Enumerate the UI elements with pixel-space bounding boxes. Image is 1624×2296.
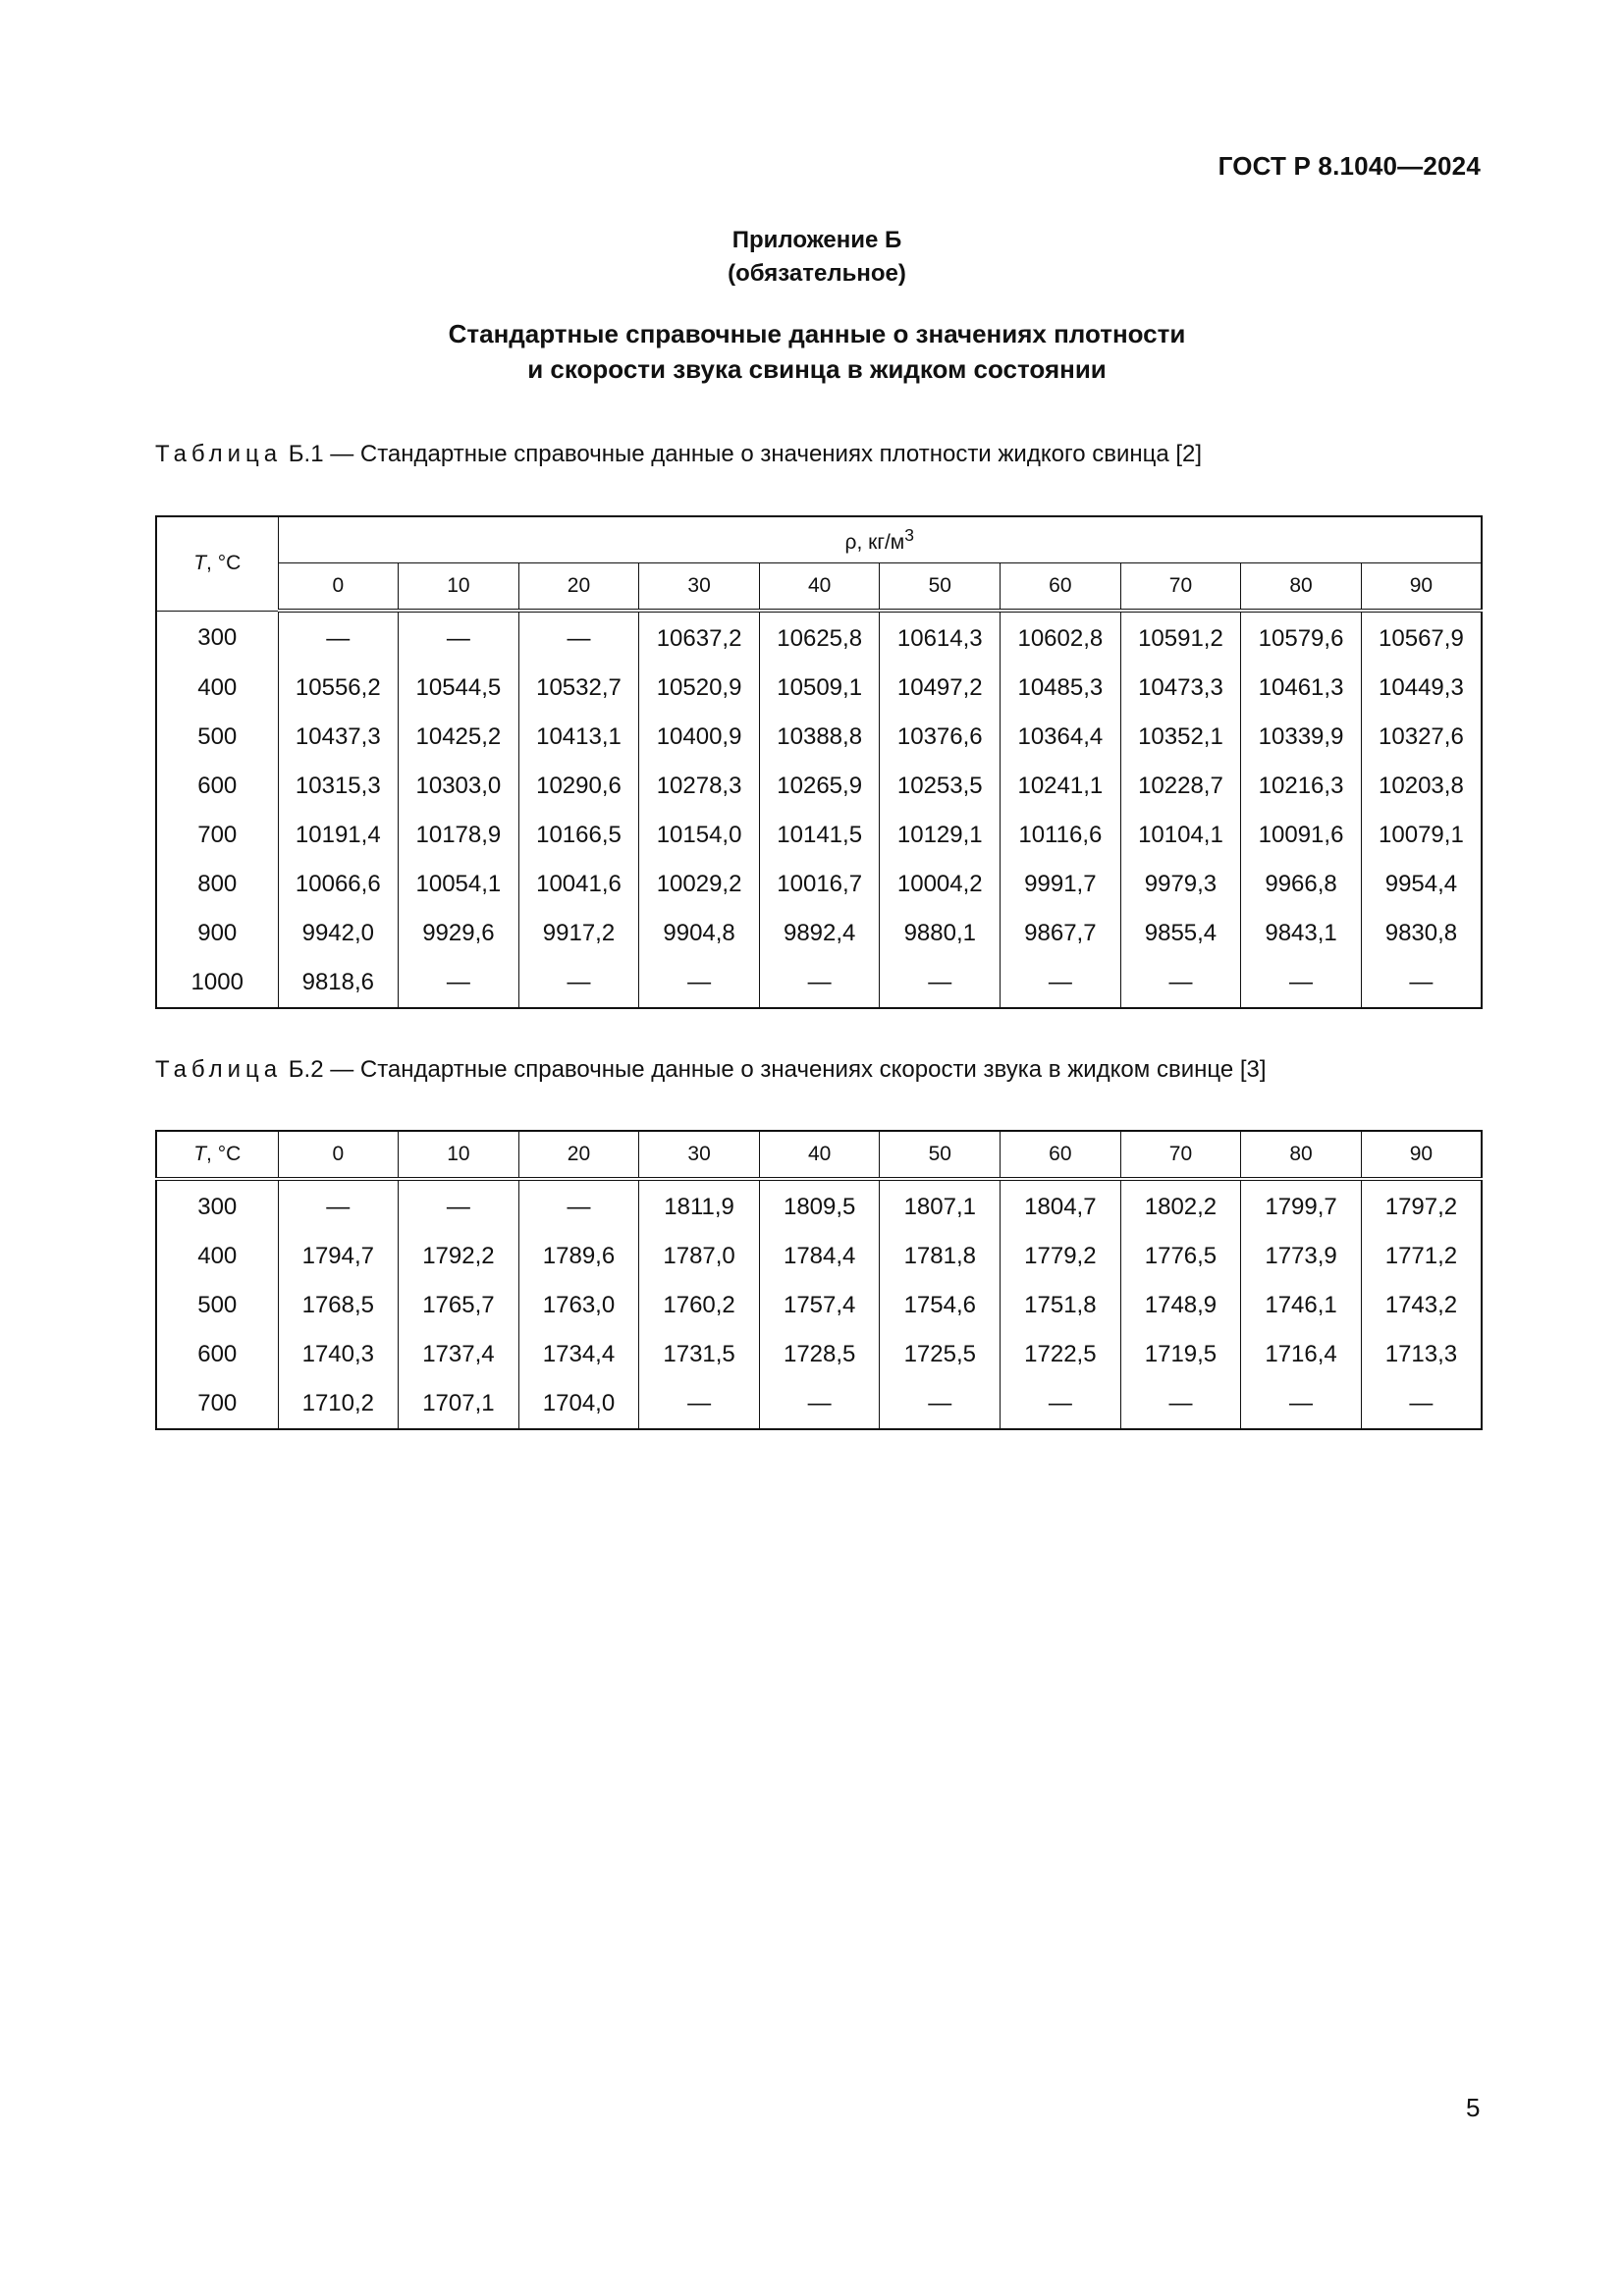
value-cell: —	[518, 611, 639, 664]
table2-caption-label: Таблица	[155, 1056, 283, 1083]
value-cell: —	[1120, 1379, 1241, 1429]
value-cell: 10591,2	[1120, 611, 1241, 664]
value-cell: 9818,6	[278, 958, 399, 1008]
temperature-cell: 300	[156, 1179, 278, 1232]
table1-caption-text: Б.1 — Стандартные справочные данные о значениях плотности жидкого свинца [2]	[282, 441, 1203, 467]
value-cell: —	[1001, 958, 1121, 1008]
value-cell: —	[639, 1379, 760, 1429]
value-cell: 1807,1	[880, 1179, 1001, 1232]
value-cell: 10278,3	[639, 762, 760, 811]
temperature-cell: 700	[156, 1379, 278, 1429]
value-cell: 9954,4	[1361, 860, 1482, 909]
table1-column-header: 50	[880, 563, 1001, 612]
value-cell: 1784,4	[759, 1232, 880, 1281]
value-cell: 10473,3	[1120, 664, 1241, 713]
value-cell: 1760,2	[639, 1281, 760, 1330]
table-row	[156, 860, 1482, 909]
value-cell: 10602,8	[1001, 611, 1121, 664]
value-cell: 9929,6	[399, 909, 519, 958]
value-cell: 1719,5	[1120, 1330, 1241, 1379]
value-cell: 10303,0	[399, 762, 519, 811]
value-cell: —	[518, 1179, 639, 1232]
value-cell: 1728,5	[759, 1330, 880, 1379]
value-cell: —	[1120, 958, 1241, 1008]
value-cell: 10315,3	[278, 762, 399, 811]
value-cell: —	[880, 1379, 1001, 1429]
value-cell: 10066,6	[278, 860, 399, 909]
temperature-cell: 300	[156, 611, 278, 664]
table1-density-group-header	[278, 516, 1482, 563]
table-row	[156, 1379, 1482, 1429]
table-row	[156, 762, 1482, 811]
table2-column-header: 0	[278, 1131, 399, 1179]
table1-body	[156, 611, 1482, 1008]
value-cell: 10191,4	[278, 811, 399, 860]
temperature-cell: 400	[156, 664, 278, 713]
value-cell: 10449,3	[1361, 664, 1482, 713]
table1-density-label: ρ, кг/м	[844, 531, 905, 554]
value-cell: 1765,7	[399, 1281, 519, 1330]
table-row	[156, 1330, 1482, 1379]
value-cell: 10054,1	[399, 860, 519, 909]
value-cell: 10509,1	[759, 664, 880, 713]
value-cell: 1768,5	[278, 1281, 399, 1330]
value-cell: 10241,1	[1001, 762, 1121, 811]
temperature-cell: 600	[156, 762, 278, 811]
table1-column-header: 20	[518, 563, 639, 612]
value-cell: 1757,4	[759, 1281, 880, 1330]
table2-column-header: 70	[1120, 1131, 1241, 1179]
value-cell: 1748,9	[1120, 1281, 1241, 1330]
value-cell: 10556,2	[278, 664, 399, 713]
value-cell: —	[759, 958, 880, 1008]
table2-column-header: 20	[518, 1131, 639, 1179]
table1-temperature-header	[156, 516, 278, 611]
table1-column-header: 0	[278, 563, 399, 612]
value-cell: 1716,4	[1241, 1330, 1362, 1379]
table2-temperature-unit: , °C	[206, 1143, 242, 1165]
value-cell: —	[639, 958, 760, 1008]
value-cell: —	[1361, 958, 1482, 1008]
value-cell: —	[1241, 1379, 1362, 1429]
value-cell: 1740,3	[278, 1330, 399, 1379]
value-cell: 1809,5	[759, 1179, 880, 1232]
table-row	[156, 958, 1482, 1008]
value-cell: 10154,0	[639, 811, 760, 860]
table1-temperature-symbol: T	[193, 552, 207, 575]
value-cell: 10041,6	[518, 860, 639, 909]
value-cell: 10129,1	[880, 811, 1001, 860]
value-cell: 9917,2	[518, 909, 639, 958]
table2-column-header: 80	[1241, 1131, 1362, 1179]
value-cell: 9867,7	[1001, 909, 1121, 958]
value-cell: 10532,7	[518, 664, 639, 713]
table-row	[156, 909, 1482, 958]
value-cell: 1763,0	[518, 1281, 639, 1330]
table1-density-exponent: 3	[904, 525, 914, 545]
table1-caption-label: Таблица	[155, 441, 283, 467]
value-cell: 1704,0	[518, 1379, 639, 1429]
value-cell: 9979,3	[1120, 860, 1241, 909]
temperature-cell: 900	[156, 909, 278, 958]
value-cell: 10352,1	[1120, 713, 1241, 762]
table2-column-header: 30	[639, 1131, 760, 1179]
table1-column-header: 80	[1241, 563, 1362, 612]
value-cell: 10413,1	[518, 713, 639, 762]
value-cell: 1773,9	[1241, 1232, 1362, 1281]
value-cell: 10029,2	[639, 860, 760, 909]
table1-column-header: 10	[399, 563, 519, 612]
value-cell: 1802,2	[1120, 1179, 1241, 1232]
value-cell: —	[399, 1179, 519, 1232]
value-cell: 10228,7	[1120, 762, 1241, 811]
value-cell: 1792,2	[399, 1232, 519, 1281]
value-cell: 10425,2	[399, 713, 519, 762]
page-number: 5	[1466, 2093, 1481, 2122]
value-cell: 10364,4	[1001, 713, 1121, 762]
table1-column-header: 70	[1120, 563, 1241, 612]
table1-temperature-unit: , °C	[206, 552, 242, 575]
value-cell: 9942,0	[278, 909, 399, 958]
value-cell: 1722,5	[1001, 1330, 1121, 1379]
value-cell: 10497,2	[880, 664, 1001, 713]
appendix-status: (обязательное)	[728, 260, 906, 287]
value-cell: 1713,3	[1361, 1330, 1482, 1379]
value-cell: 9966,8	[1241, 860, 1362, 909]
value-cell: 1794,7	[278, 1232, 399, 1281]
temperature-cell: 600	[156, 1330, 278, 1379]
table2-column-header: 10	[399, 1131, 519, 1179]
value-cell: 10520,9	[639, 664, 760, 713]
section-title-line2: и скорости звука свинца в жидком состоянии	[527, 354, 1107, 384]
value-cell: 10567,9	[1361, 611, 1482, 664]
table2-temperature-header	[156, 1131, 278, 1179]
value-cell: 1725,5	[880, 1330, 1001, 1379]
value-cell: —	[1361, 1379, 1482, 1429]
value-cell: 1751,8	[1001, 1281, 1121, 1330]
section-title	[0, 316, 1624, 387]
value-cell: 1811,9	[639, 1179, 760, 1232]
value-cell: 10400,9	[639, 713, 760, 762]
section-title-line1: Стандартные справочные данные о значениях плотности	[448, 319, 1186, 348]
value-cell: 10091,6	[1241, 811, 1362, 860]
value-cell: 10437,3	[278, 713, 399, 762]
value-cell: 1779,2	[1001, 1232, 1121, 1281]
table1-column-header: 60	[1001, 563, 1121, 612]
value-cell: —	[1241, 958, 1362, 1008]
table1-caption	[155, 440, 1202, 469]
value-cell: 9892,4	[759, 909, 880, 958]
temperature-cell: 800	[156, 860, 278, 909]
temperature-cell: 500	[156, 1281, 278, 1330]
temperature-cell: 1000	[156, 958, 278, 1008]
table2-column-header-row	[156, 1131, 1482, 1179]
value-cell: 10461,3	[1241, 664, 1362, 713]
table2-temperature-symbol: T	[193, 1143, 207, 1165]
sound-speed-table	[155, 1130, 1483, 1430]
value-cell: 10485,3	[1001, 664, 1121, 713]
table-row	[156, 664, 1482, 713]
table1-column-header: 40	[759, 563, 880, 612]
value-cell: 10104,1	[1120, 811, 1241, 860]
table-row	[156, 811, 1482, 860]
value-cell: 1799,7	[1241, 1179, 1362, 1232]
table2-column-header: 50	[880, 1131, 1001, 1179]
table1-column-header: 30	[639, 563, 760, 612]
table1-column-header: 90	[1361, 563, 1482, 612]
value-cell: 1743,2	[1361, 1281, 1482, 1330]
value-cell: 10178,9	[399, 811, 519, 860]
value-cell: —	[399, 958, 519, 1008]
value-cell: —	[1001, 1379, 1121, 1429]
value-cell: 10290,6	[518, 762, 639, 811]
value-cell: 1787,0	[639, 1232, 760, 1281]
document-number: ГОСТ Р 8.1040—2024	[1218, 151, 1481, 181]
value-cell: —	[278, 1179, 399, 1232]
value-cell: 10016,7	[759, 860, 880, 909]
value-cell: 1804,7	[1001, 1179, 1121, 1232]
table2-column-header: 60	[1001, 1131, 1121, 1179]
value-cell: 10116,6	[1001, 811, 1121, 860]
value-cell: 10339,9	[1241, 713, 1362, 762]
value-cell: 10253,5	[880, 762, 1001, 811]
density-table	[155, 515, 1483, 1009]
table2-column-header: 90	[1361, 1131, 1482, 1179]
table-row	[156, 1179, 1482, 1232]
table-row	[156, 713, 1482, 762]
value-cell: 10327,6	[1361, 713, 1482, 762]
value-cell: 9880,1	[880, 909, 1001, 958]
value-cell: 10166,5	[518, 811, 639, 860]
value-cell: 10141,5	[759, 811, 880, 860]
value-cell: 10004,2	[880, 860, 1001, 909]
value-cell: 10614,3	[880, 611, 1001, 664]
table1-column-header-row	[156, 563, 1482, 612]
value-cell: 1797,2	[1361, 1179, 1482, 1232]
table-row	[156, 611, 1482, 664]
appendix-heading	[0, 224, 1624, 291]
value-cell: —	[759, 1379, 880, 1429]
value-cell: 10216,3	[1241, 762, 1362, 811]
value-cell: —	[880, 958, 1001, 1008]
value-cell: 10079,1	[1361, 811, 1482, 860]
value-cell: 1789,6	[518, 1232, 639, 1281]
table-row	[156, 1232, 1482, 1281]
table2-column-header: 40	[759, 1131, 880, 1179]
value-cell: 10376,6	[880, 713, 1001, 762]
value-cell: 10579,6	[1241, 611, 1362, 664]
temperature-cell: 700	[156, 811, 278, 860]
appendix-title: Приложение Б	[731, 227, 902, 253]
value-cell: 1754,6	[880, 1281, 1001, 1330]
value-cell: 10203,8	[1361, 762, 1482, 811]
value-cell: 1746,1	[1241, 1281, 1362, 1330]
value-cell: 1781,8	[880, 1232, 1001, 1281]
value-cell: 10625,8	[759, 611, 880, 664]
value-cell: 9904,8	[639, 909, 760, 958]
value-cell: 1734,4	[518, 1330, 639, 1379]
value-cell: 1737,4	[399, 1330, 519, 1379]
value-cell: 1710,2	[278, 1379, 399, 1429]
value-cell: 9830,8	[1361, 909, 1482, 958]
value-cell: 10265,9	[759, 762, 880, 811]
table2-caption-text: Б.2 — Стандартные справочные данные о значениях скорости звука в жидком свинце [3]	[282, 1056, 1267, 1083]
value-cell: 9855,4	[1120, 909, 1241, 958]
temperature-cell: 400	[156, 1232, 278, 1281]
table2-body	[156, 1179, 1482, 1429]
value-cell: 9991,7	[1001, 860, 1121, 909]
value-cell: 1776,5	[1120, 1232, 1241, 1281]
value-cell: —	[278, 611, 399, 664]
value-cell: —	[518, 958, 639, 1008]
value-cell: 10637,2	[639, 611, 760, 664]
value-cell: 1707,1	[399, 1379, 519, 1429]
value-cell: 10544,5	[399, 664, 519, 713]
value-cell: 1731,5	[639, 1330, 760, 1379]
value-cell: —	[399, 611, 519, 664]
table-row	[156, 1281, 1482, 1330]
table2-caption	[155, 1055, 1267, 1085]
temperature-cell: 500	[156, 713, 278, 762]
value-cell: 9843,1	[1241, 909, 1362, 958]
value-cell: 1771,2	[1361, 1232, 1482, 1281]
value-cell: 10388,8	[759, 713, 880, 762]
